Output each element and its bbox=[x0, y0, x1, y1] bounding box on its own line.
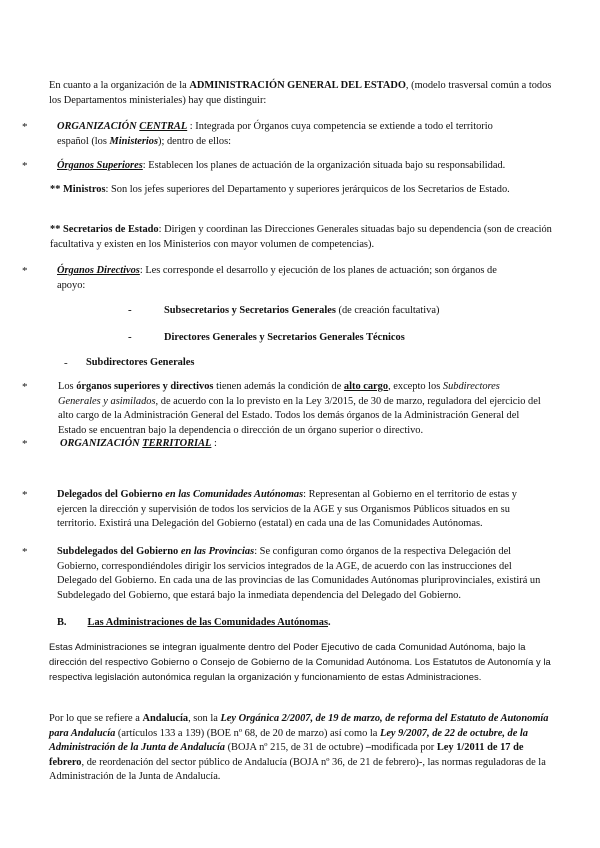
subdirectores-generales-item: Subdirectores Generales bbox=[86, 357, 195, 368]
organos-directivos-paragraph: Órganos Directivos: Les corresponde el desarrollo y ejecución de los planes de actuación; son órganos de apoyo: bbox=[57, 265, 497, 291]
subdelegados-gobierno-paragraph: Subdelegados del Gobierno en las Provincias: Se configuran como órganos de la respectiva Delegación del Gobierno, correspondiéndoles dirigir los servicios integrados de la AGE, de acuerdo con las instrucciones del Delegado del Gobierno. En cada una de las provincias de las Comunidades Autónomas pluriprovinciales, existirá un Subdelegado del Gobierno, que estará bajo la inmediata dependencia del Delegado del Gobierno. bbox=[57, 546, 541, 601]
andalucia-paragraph: Por lo que se refiere a Andalucía, son la Ley Orgánica 2/2007, de 19 de marzo, de reforma del Estatuto de Autonomía para Andalucía (artículos 133 a 139) (BOE nº 68, de 20 de marzo) así como la Ley 9/2007, de 22 de octubre, de la Administración de la Junta de Andalucía (BOJA nº 215, de 31 de octubre) –modificada por Ley 1/2011 de 17 de febrero, de reordenación del sector público de Andalucía (BOJA nº 36, de 21 de febrero)-, las normas reguladoras de la Administración de la Junta de Andalucía. bbox=[49, 713, 549, 783]
bullet-star: * bbox=[22, 489, 28, 501]
bullet-star: * bbox=[22, 160, 28, 172]
secretarios-estado-paragraph: ** Secretarios de Estado: Dirigen y coordinan las Direcciones Generales situadas bajo su dependencia (son de creación facultativa y existen en los Ministerios con mayor volumen de competencias). bbox=[50, 224, 552, 250]
organizacion-territorial-heading: ORGANIZACIÓN TERRITORIAL : bbox=[60, 438, 217, 449]
bullet-dash: - bbox=[128, 304, 132, 316]
delegados-gobierno-paragraph: Delegados del Gobierno en las Comunidades Autónomas: Representan al Gobierno en el territorio de estas y ejercen la dirección y supervisión de todos los servicios de la AGE y sus Organismos Públicos situados en su territorio. Existirá una Delegación del Gobierno (estatal) en cada una de las Comunidades Autónomas. bbox=[57, 489, 517, 530]
bullet-star: * bbox=[22, 121, 28, 133]
section-b-title: Las Administraciones de las Comunidades Autónomas bbox=[87, 617, 329, 628]
subsecretarios-item: Subsecretarios y Secretarios Generales (de creación facultativa) bbox=[164, 305, 440, 316]
ministros-paragraph: ** Ministros: Son los jefes superiores del Departamento y superiores jerárquicos de los Secretarios de Estado. bbox=[50, 184, 510, 195]
section-b-heading: B. Las Administraciones de las Comunidades Autónomas. bbox=[57, 617, 331, 628]
organos-superiores-paragraph: Órganos Superiores: Establecen los planes de actuación de la organización situada bajo su responsabilidad. bbox=[57, 160, 506, 171]
bullet-dash: - bbox=[64, 357, 68, 369]
bullet-star: * bbox=[22, 438, 28, 450]
section-b-letter: B. bbox=[57, 617, 67, 628]
comunidades-autonomas-paragraph: Estas Administraciones se integran igualmente dentro del Poder Ejecutivo de cada Comunidad Autónoma, bajo la dirección del respectivo Gobierno o Consejo de Gobierno de la Comunidad Autónoma. Los Estatutos de Autonomía y la respectiva legislación autonómica regulan la organización y funcionamiento de estas Administraciones. bbox=[49, 641, 551, 682]
bullet-star: * bbox=[22, 265, 28, 277]
directores-generales-item: Directores Generales y Secretarios Generales Técnicos bbox=[164, 332, 405, 343]
organizacion-central-paragraph: ORGANIZACIÓN CENTRAL : Integrada por Órganos cuya competencia se extiende a todo el territorio español (los Ministerios); dentro de ellos: bbox=[57, 121, 493, 147]
bullet-star: * bbox=[22, 381, 28, 393]
intro-paragraph: En cuanto a la organización de la ADMINISTRACIÓN GENERAL DEL ESTADO, (modelo trasversal común a todos los Departamentos ministeriales) hay que distinguir: bbox=[49, 80, 552, 106]
bullet-star: * bbox=[22, 546, 28, 558]
bullet-dash: - bbox=[128, 331, 132, 343]
altos-cargos-paragraph: Los órganos superiores y directivos tienen además la condición de alto cargo, excepto los Subdirectores Generales y asimilados, de acuerdo con la lo previsto en la Ley 3/2015, de 30 de marzo, reguladora del ejercicio del alto cargo de la Administración General del Estado. Todos los demás órganos de la Administración General del Estado se encuentran bajo la dependencia o dirección de un órgano superior o directivo. bbox=[58, 381, 541, 436]
